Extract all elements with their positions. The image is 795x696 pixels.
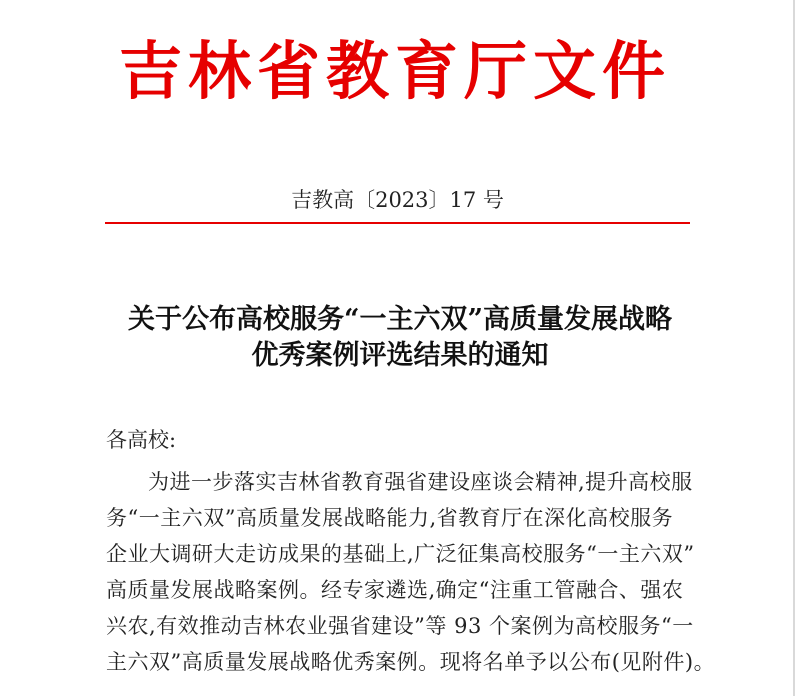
- body-line: 务“一主六双”高质量发展战略能力,省教育厅在深化高校服务: [106, 506, 674, 530]
- notice-title-line-2: 优秀案例评选结果的通知: [251, 340, 549, 371]
- notice-title: [95, 302, 705, 374]
- document-number: 吉教高〔2023〕17 号: [291, 188, 504, 212]
- body-line: 为进一步落实吉林省教育强省建设座谈会精神,提升高校服: [148, 470, 693, 494]
- red-divider-rule: [105, 222, 690, 224]
- salutation: 各高校:: [106, 428, 177, 452]
- body-line: 企业大调研大走访成果的基础上,广泛征集高校服务“一主六双”: [106, 542, 695, 566]
- notice-body: [106, 464, 716, 680]
- body-line: 兴农,有效推动吉林农业强省建设”等 93 个案例为高校服务“一: [106, 614, 694, 638]
- notice-title-line-1: 关于公布高校服务“一主六双”高质量发展战略: [127, 304, 673, 335]
- body-line: 主六双”高质量发展战略优秀案例。现将名单予以公布(见附件)。: [106, 650, 716, 674]
- body-line: 高质量发展战略案例。经专家遴选,确定“注重工管融合、强农: [106, 578, 684, 602]
- document-masthead: 吉林省教育厅文件: [119, 34, 671, 108]
